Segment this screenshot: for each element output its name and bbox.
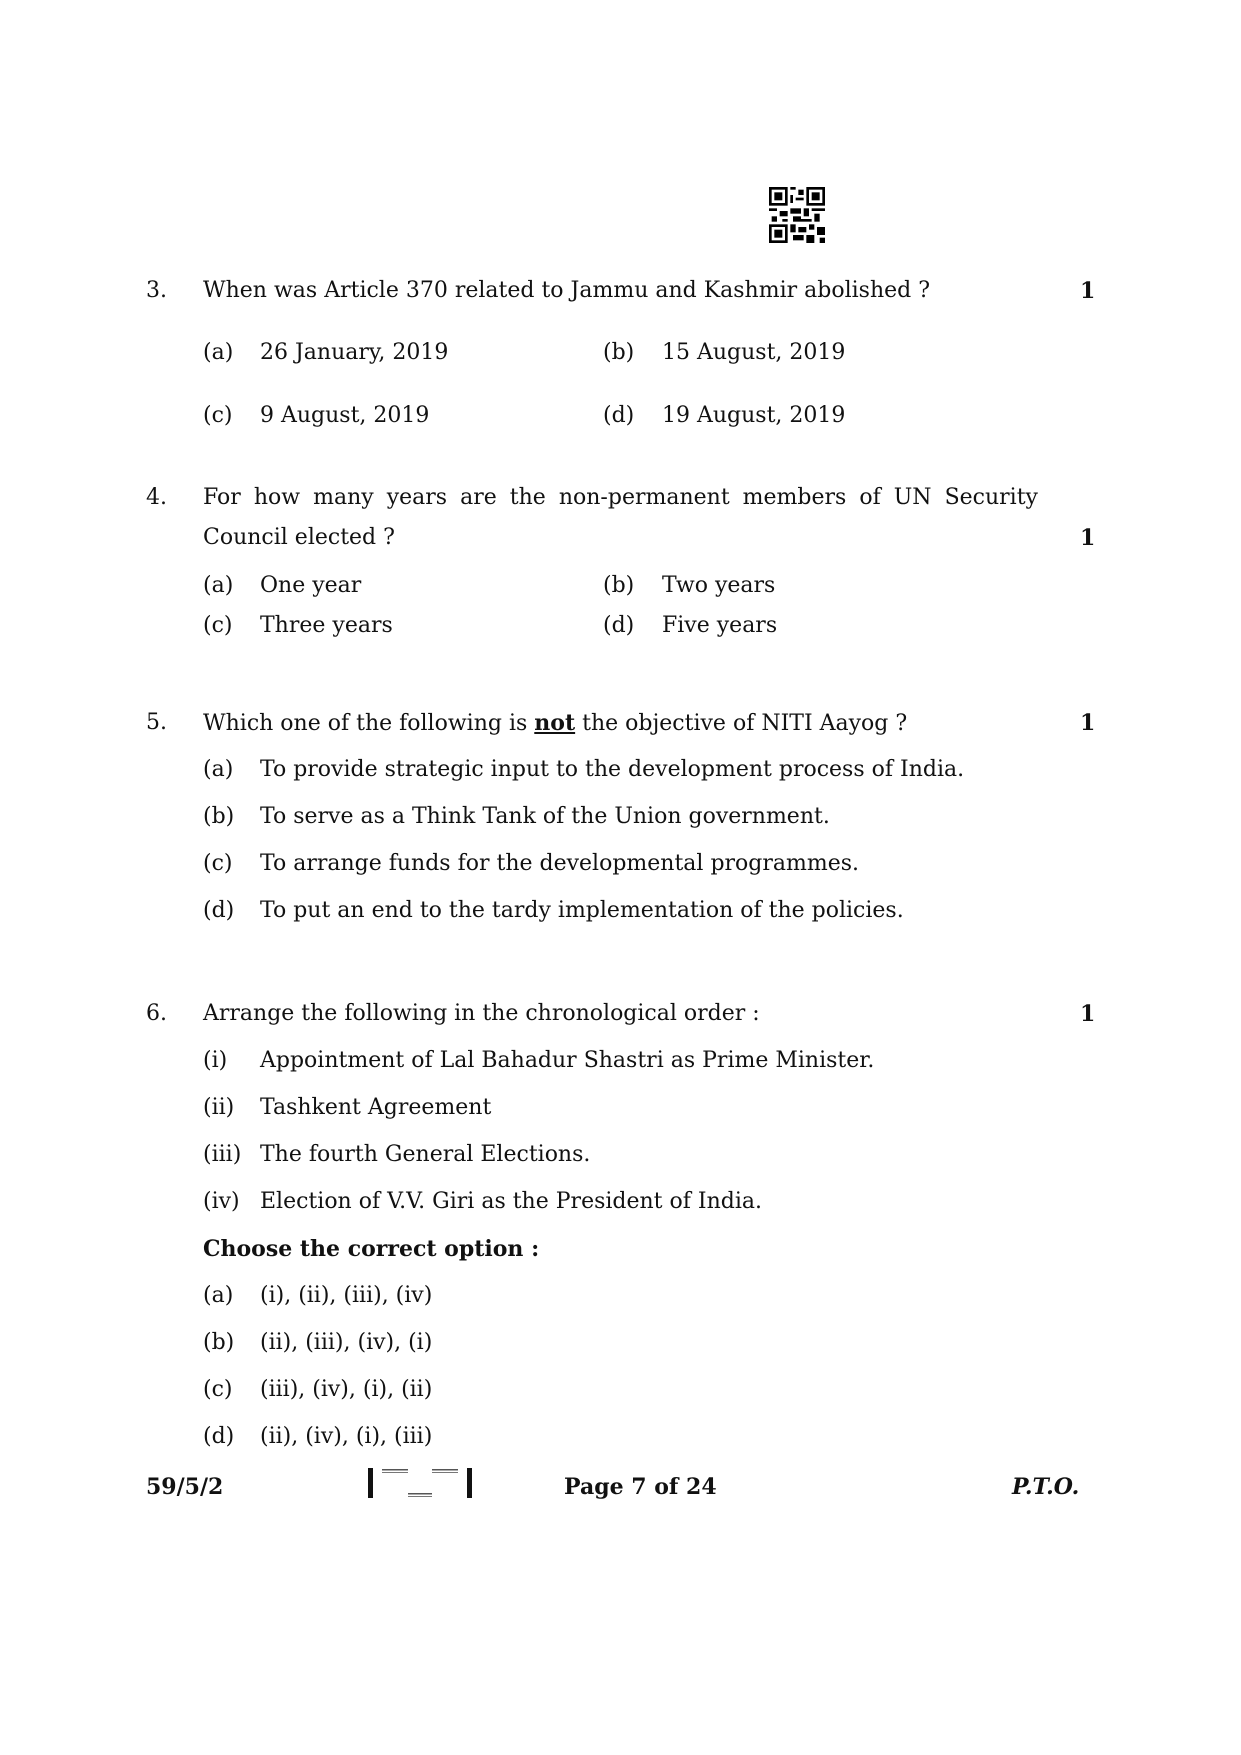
option-label: (d) [603,613,635,638]
question-number: 5. [146,710,167,735]
option-label: (a) [203,573,234,598]
option-label: (d) [203,898,235,923]
option-text: One year [260,573,362,598]
question-text: Council elected ? [203,525,395,550]
option-label: (b) [203,804,235,829]
option-label: (a) [203,340,234,365]
option-label: (b) [203,1330,235,1355]
marks: 1 [1080,1001,1096,1027]
question-text: Arrange the following in the chronological order : [203,1001,760,1026]
item-text: The fourth General Elections. [260,1142,591,1167]
qr-code [769,187,825,243]
option-label: (c) [203,1377,233,1402]
option-label: (b) [603,573,635,598]
option-text: (i), (ii), (iii), (iv) [260,1283,433,1308]
option-label: (a) [203,757,234,782]
option-text: (iii), (iv), (i), (ii) [260,1377,433,1402]
item-label: (ii) [203,1095,235,1120]
choose-option-heading: Choose the correct option : [203,1236,540,1262]
option-label: (a) [203,1283,234,1308]
option-text: Three years [260,613,393,638]
marks: 1 [1080,525,1096,551]
item-text: Election of V.V. Giri as the President of India. [260,1189,762,1214]
option-label: (d) [603,403,635,428]
emphasis-not: not [534,710,576,736]
question-text: For how many years are the non-permanent members of UN Security [203,485,1038,510]
item-label: (i) [203,1048,228,1073]
option-text: Two years [662,573,776,598]
option-text: (ii), (iii), (iv), (i) [260,1330,433,1355]
pto-label: P.T.O. [1012,1474,1080,1500]
option-label: (c) [203,851,233,876]
question-number: 3. [146,278,167,303]
option-text: To put an end to the tardy implementation of the policies. [260,898,904,923]
question-text-part: Which one of the following is [203,711,535,736]
question-text: When was Article 370 related to Jammu and Kashmir abolished ? [203,278,930,303]
option-text: 19 August, 2019 [662,403,846,428]
question-number: 6. [146,1001,167,1026]
option-label: (d) [203,1424,235,1449]
item-text: Appointment of Lal Bahadur Shastri as Prime Minister. [260,1048,875,1073]
option-text: 15 August, 2019 [662,340,846,365]
option-label: (b) [603,340,635,365]
marks: 1 [1080,710,1096,736]
paper-code: 59/5/2 [146,1474,224,1500]
option-text: To serve as a Think Tank of the Union government. [260,804,830,829]
option-label: (c) [203,403,233,428]
question-number: 4. [146,485,167,510]
option-text: To arrange funds for the developmental programmes. [260,851,860,876]
option-label: (c) [203,613,233,638]
option-text: (ii), (iv), (i), (iii) [260,1424,433,1449]
option-text: 26 January, 2019 [260,340,449,365]
option-text: 9 August, 2019 [260,403,430,428]
page-number: Page 7 of 24 [564,1474,717,1500]
question-text-part: the objective of NITI Aayog ? [575,711,908,736]
item-label: (iv) [203,1189,240,1214]
item-label: (iii) [203,1142,242,1167]
barcode-icon [368,1466,472,1500]
question-text [203,712,907,735]
option-text: To provide strategic input to the development process of India. [260,757,965,782]
option-text: Five years [662,613,778,638]
item-text: Tashkent Agreement [260,1095,492,1120]
marks: 1 [1080,278,1096,304]
